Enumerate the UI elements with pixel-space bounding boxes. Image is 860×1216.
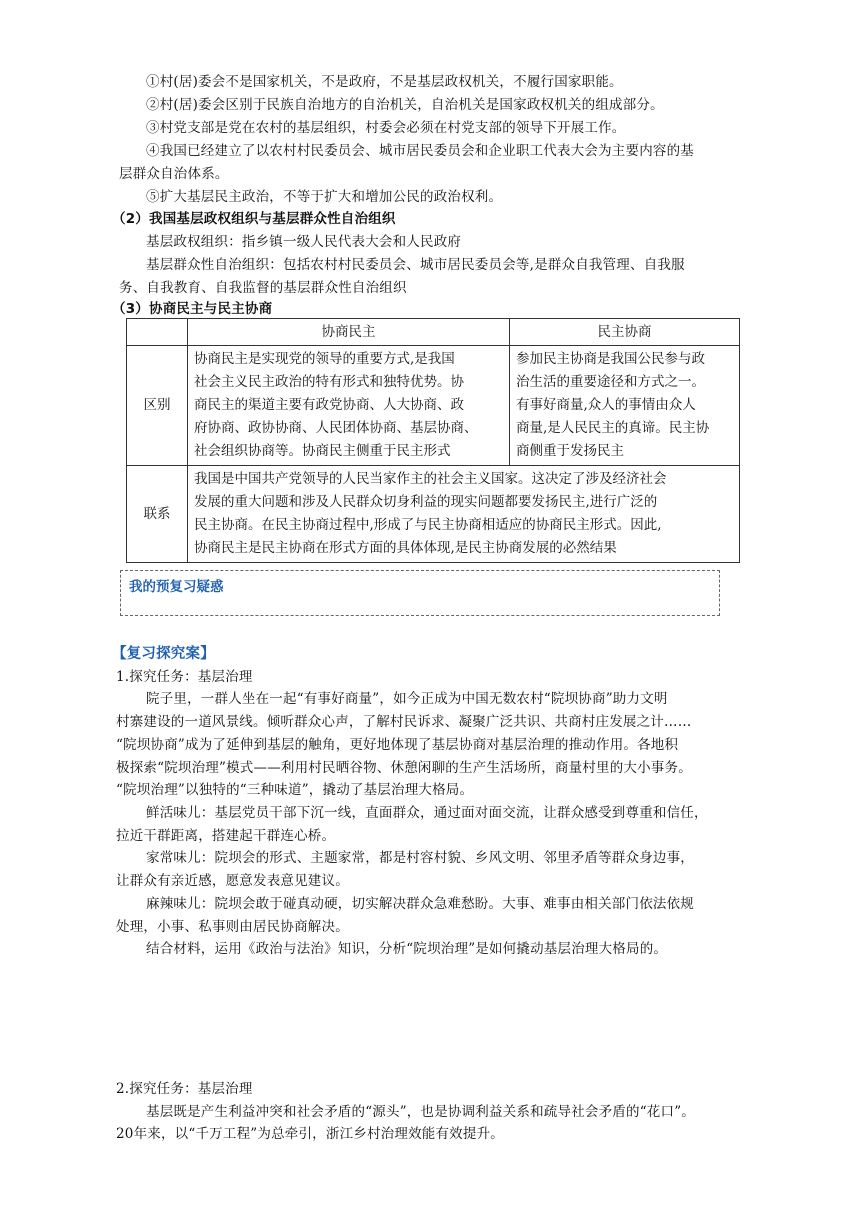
table-col-header: 协商民主 bbox=[188, 319, 510, 346]
task-1-line: 院子里，一群人坐在一起“有事好商量”，如今正成为中国无数农村“院坝协商”助力文明 bbox=[146, 691, 668, 707]
cell-line: 参加民主协商是我国公民参与政 bbox=[516, 351, 705, 367]
task-1-line: 处理，小事、私事则由居民协商解决。 bbox=[116, 919, 349, 935]
cell-line: 我国是中国共产党领导的人民当家作主的社会主义国家。这决定了涉及经济社会 bbox=[194, 471, 667, 487]
table-cell bbox=[510, 346, 740, 466]
task-1-line: 麻辣味儿：院坝会敢于碰真动硬，切实解决群众急难愁盼。大事、难事由相关部门依法依规 bbox=[146, 896, 694, 912]
section-3-title: （3）协商民主与民主协商 bbox=[112, 301, 273, 317]
section-2-para-1: 基层政权组织：指乡镇一级人民代表大会和人民政府 bbox=[146, 234, 462, 250]
task-2-title: 2.探究任务：基层治理 bbox=[116, 1081, 253, 1097]
cell-line: 民主协商。在民主协商过程中,形成了与民主协商相适应的协商民主形式。因此, bbox=[194, 517, 662, 533]
task-1-line: 让群众有亲近感，愿意发表意见建议。 bbox=[116, 873, 349, 889]
section-2-title: （2）我国基层政权组织与基层群众性自治组织 bbox=[112, 211, 396, 227]
table-cell bbox=[188, 466, 740, 563]
task-1-title: 1.探究任务：基层治理 bbox=[116, 669, 253, 685]
task-2-line: 基层既是产生利益冲突和社会矛盾的“源头”，也是协调利益关系和疏导社会矛盾的“花口”。 bbox=[146, 1104, 696, 1120]
cell-line: 府协商、政协协商、人民团体协商、基层协商、 bbox=[194, 420, 478, 436]
preview-question-box[interactable] bbox=[120, 570, 720, 616]
cell-line: 有事好商量,众人的事情由众人 bbox=[516, 397, 696, 413]
note-item-2: ②村(居)委会区别于民族自治地方的自治机关，自治机关是国家政权机关的组成部分。 bbox=[146, 97, 664, 113]
note-item-4-line2: 层群众自治体系。 bbox=[119, 166, 229, 182]
comparison-table bbox=[126, 318, 740, 563]
task-2-line: 20年来，以“千万工程”为总牵引，浙江乡村治理效能有效提升。 bbox=[116, 1126, 504, 1142]
task-1-line: 拉近干群距离，搭建起干群连心桥。 bbox=[116, 828, 336, 844]
task-1-question: 结合材料，运用《政治与法治》知识，分析“院坝治理”是如何撬动基层治理大格局的。 bbox=[146, 941, 668, 957]
cell-line: 商侧重于发扬民主 bbox=[516, 443, 624, 459]
table-header-row bbox=[127, 319, 740, 346]
cell-line: 发展的重大问题和涉及人民群众切身利益的现实问题都要发扬民主,进行广泛的 bbox=[194, 494, 658, 510]
note-item-1: ①村(居)委会不是国家机关，不是政府，不是基层政权机关，不履行国家职能。 bbox=[146, 74, 623, 90]
section-2-para-2-line2: 务、自我教育、自我监督的基层群众性自治组织 bbox=[119, 280, 407, 296]
table-row bbox=[127, 466, 740, 563]
table-cell bbox=[188, 346, 510, 466]
task-1-line: “院坝协商”成为了延伸到基层的触角，更好地体现了基层协商对基层治理的推动作用。各地积 bbox=[116, 737, 679, 753]
cell-line: 社会主义民主政治的特有形式和独特优势。协 bbox=[194, 374, 464, 390]
task-1-line: 鲜活味儿：基层党员干部下沉一线，直面群众，通过面对面交流，让群众感受到尊重和信任， bbox=[146, 805, 708, 821]
cell-line: 商民主的渠道主要有政党协商、人大协商、政 bbox=[194, 397, 464, 413]
cell-line: 协商民主是实现党的领导的重要方式,是我国 bbox=[194, 351, 455, 367]
cell-line: 协商民主是民主协商在形式方面的具体体现,是民主协商发展的必然结果 bbox=[194, 540, 617, 556]
note-item-5: ⑤扩大基层民主政治，不等于扩大和增加公民的政治权利。 bbox=[146, 189, 503, 205]
table-corner-cell bbox=[127, 319, 188, 346]
task-1-line: “院坝治理”以独特的“三种味道”，撬动了基层治理大格局。 bbox=[116, 782, 474, 798]
cell-line: 治生活的重要途径和方式之一。 bbox=[516, 374, 705, 390]
note-item-4-line1: ④我国已经建立了以农村村民委员会、城市居民委员会和企业职工代表大会为主要内容的基 bbox=[146, 143, 694, 159]
table-row-label: 联系 bbox=[127, 466, 188, 563]
task-1-line: 极探索“院坝治理”模式——利用村民晒谷物、休憩闲聊的生产生活场所，商量村里的大小事务。 bbox=[116, 760, 692, 776]
table-row-label: 区别 bbox=[127, 346, 188, 466]
cell-line: 商量,是人民民主的真谛。民主协 bbox=[516, 420, 710, 436]
review-heading: 【复习探究案】 bbox=[112, 646, 215, 662]
task-1-line: 家常味儿：院坝会的形式、主题家常，都是村容村貌、乡风文明、邻里矛盾等群众身边事， bbox=[146, 850, 694, 866]
preview-question-title: 我的预复习疑惑 bbox=[129, 579, 224, 595]
task-1-line: 村寨建设的一道风景线。倾听群众心声，了解村民诉求、凝聚广泛共识、共商村庄发展之计…… bbox=[116, 714, 692, 730]
cell-line: 社会组织协商等。协商民主侧重于民主形式 bbox=[194, 443, 451, 459]
note-item-3: ③村党支部是党在农村的基层组织，村委会必须在村党支部的领导下开展工作。 bbox=[146, 120, 626, 136]
table-col-header: 民主协商 bbox=[510, 319, 740, 346]
section-2-para-2-line1: 基层群众性自治组织：包括农村村民委员会、城市居民委员会等,是群众自我管理、自我服 bbox=[146, 257, 685, 273]
table-row bbox=[127, 346, 740, 466]
